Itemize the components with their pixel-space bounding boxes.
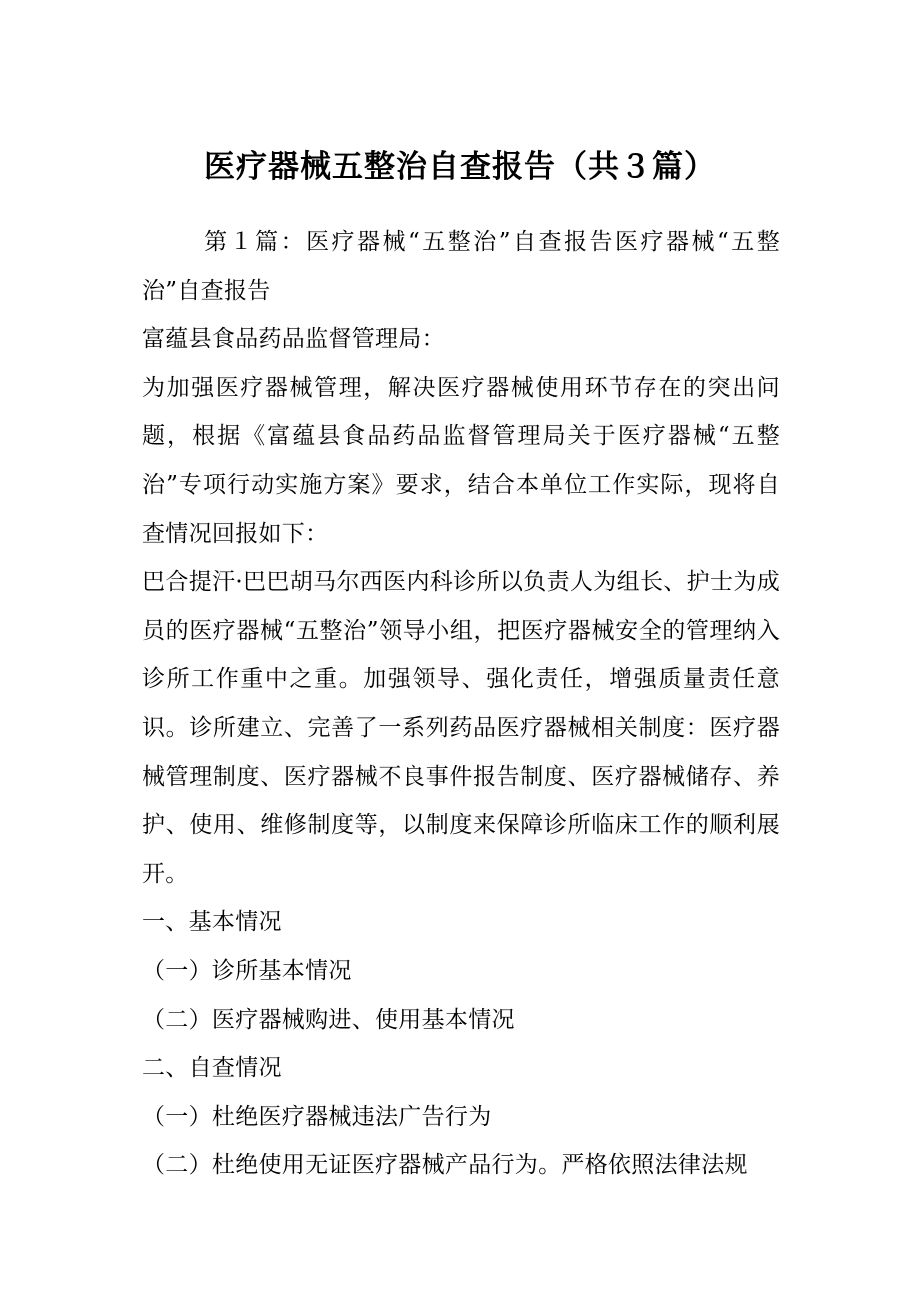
paragraph-leadership: 巴合提汗·巴巴胡马尔西医内科诊所以负责人为组长、护士为成员的医疗器械“五整治”领导小组，把医疗器械安全的管理纳入诊所工作重中之重。加强领导、强化责任，增强质量责任意识。诊所建立、完善了一系列药品医疗器械相关制度：医疗器械管理制度、医疗器械不良事件报告制度、医疗器械储存、养护、使用、维修制度等，以制度来保障诊所临床工作的顺利展开。 [142, 569, 780, 887]
subheading-illegal-ads: （一）杜绝医疗器械违法广告行为 [142, 1103, 492, 1130]
document-body [142, 218, 780, 1190]
subheading-clinic-basic: （一）诊所基本情况 [142, 957, 352, 984]
subheading-unlicensed-devices: （二）杜绝使用无证医疗器械产品行为。严格依照法律法规 [142, 1152, 748, 1179]
heading-basic-situation: 一、基本情况 [142, 909, 282, 936]
heading-self-inspection: 二、自查情况 [142, 1055, 282, 1082]
subheading-device-purchase: （二）医疗器械购进、使用基本情况 [142, 1006, 515, 1033]
paragraph-addressee: 富蕴县食品药品监督管理局： [142, 326, 445, 353]
document-title: 医疗器械五整治自查报告（共３篇） [204, 149, 716, 185]
paragraph-section-heading: 第１篇：医疗器械“五整治”自查报告医疗器械“五整治”自查报告 [142, 229, 780, 304]
paragraph-intro: 为加强医疗器械管理，解决医疗器械使用环节存在的突出问题，根据《富蕴县食品药品监督管理局关于医疗器械“五整治”专项行动实施方案》要求，结合本单位工作实际，现将自查情况回报如下： [142, 374, 780, 547]
